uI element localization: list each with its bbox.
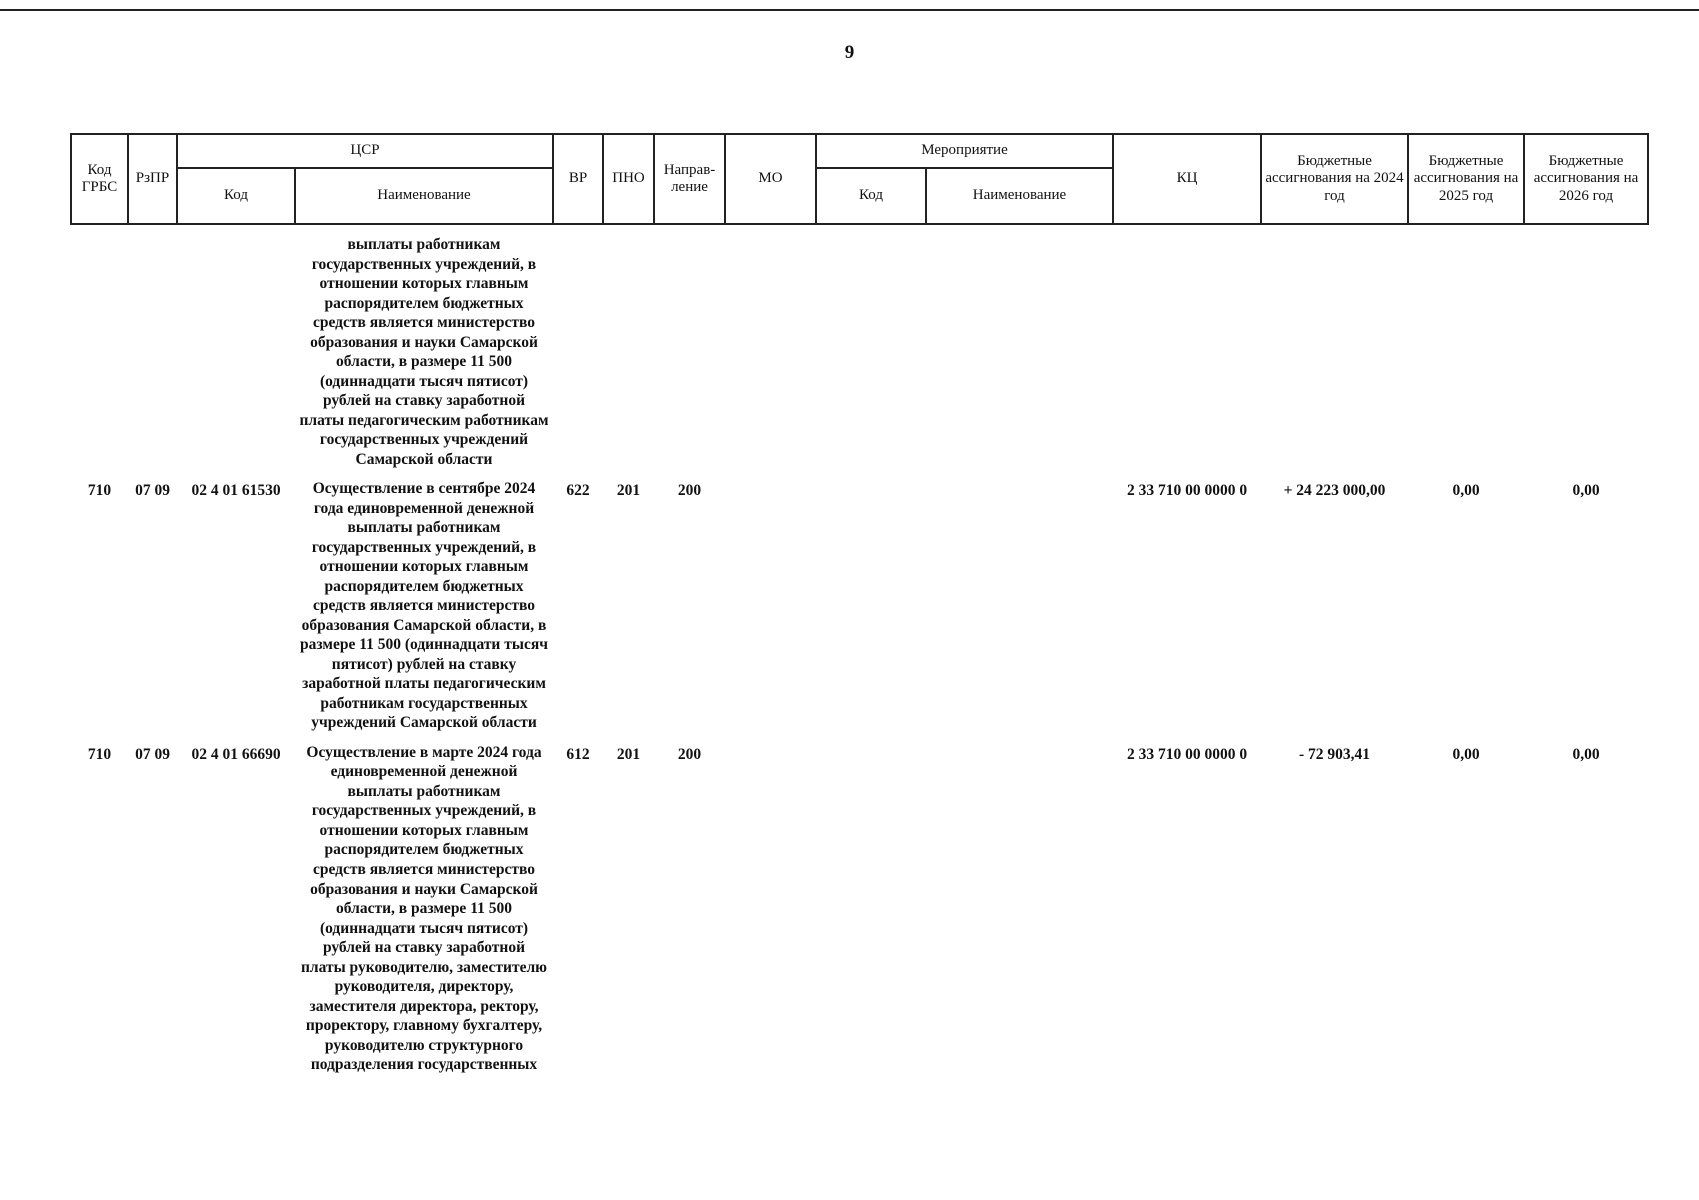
cell-b2026 [1524, 235, 1648, 469]
cell-b2024: - 72 903,41 [1298, 745, 1371, 763]
cell-csr-kod: 02 4 01 66690 [191, 745, 281, 763]
cell-mer-name [926, 479, 1113, 733]
header-mo: МО [725, 134, 816, 224]
page-number: 9 [844, 42, 855, 63]
header-mer-kod: Код [816, 168, 926, 224]
cell-pno [603, 235, 654, 469]
cell-b2026: 0,00 [1572, 745, 1600, 763]
table-row [71, 743, 1648, 1075]
budget-table [70, 133, 1649, 1075]
cell-csr-name: Осуществление в сентябре 2024 года единовременной денежной выплаты работникам государственных учреждений, в отношении которых главным распорядителем бюджетных средств является министерство образования Самарской области, в размере 11 500 (одиннадцати тысяч пятисот) рублей на ставку заработной платы педагогическим работникам государственных учреждений Самарской области [300, 480, 548, 732]
cell-mer-kod [816, 235, 926, 469]
top-rule [0, 9, 1699, 11]
cell-b2025 [1408, 235, 1524, 469]
cell-mer-name [926, 743, 1113, 1075]
cell-mo [725, 743, 816, 1075]
budget-table-wrap [70, 133, 1647, 1075]
header-vr: ВР [553, 134, 603, 224]
header-b2024: Бюджетные ассигнования на 2024 год [1261, 134, 1408, 224]
cell-kc [1113, 235, 1261, 469]
header-csr-name: Наименование [295, 168, 553, 224]
cell-kc: 2 33 710 00 0000 0 [1126, 482, 1248, 500]
cell-b2025: 0,00 [1452, 745, 1480, 763]
cell-vr: 622 [566, 482, 590, 500]
cell-pno: 201 [616, 745, 641, 763]
cell-napr [654, 235, 725, 469]
cell-grbs: 710 [87, 745, 112, 763]
table-row [71, 479, 1648, 733]
header-rzpr: РзПР [128, 134, 177, 224]
cell-rzpr: 07 09 [135, 745, 170, 763]
cell-b2025: 0,00 [1452, 482, 1480, 500]
cell-napr: 200 [677, 745, 702, 763]
cell-mo [725, 235, 816, 469]
header-pno: ПНО [603, 134, 654, 224]
cell-grbs [71, 235, 128, 469]
cell-csr-kod: 02 4 01 61530 [191, 482, 281, 500]
table-row [71, 235, 1648, 469]
header-csr: ЦСР [177, 134, 553, 168]
cell-rzpr: 07 09 [135, 482, 170, 500]
header-kc: КЦ [1113, 134, 1261, 224]
cell-csr-name: Осуществление в марте 2024 года единовременной денежной выплаты работникам государственных учреждений, в отношении которых главным распорядителем бюджетных средств является министерство образования и науки Самарской области, в размере 11 500 (одиннадцати тысяч пятисот) рублей на ставку заработной платы руководителю, заместителю руководителя, директору, заместителя директора, ректору, проректору, главному бухгалтеру, руководителю структурного подразделения государственных [300, 743, 547, 1074]
cell-mer-kod [816, 743, 926, 1075]
header-b2026: Бюджетные ассигнования на 2026 год [1524, 134, 1648, 224]
cell-csr-name: выплаты работникам государственных учреждений, в отношении которых главным распорядителем бюджетных средств является министерство образования и науки Самарской области, в размере 11 500 (одиннадцати тысяч пятисот) рублей на ставку заработной платы педагогическим работникам государственных учреждений Самарской области [299, 236, 549, 468]
cell-pno: 201 [616, 482, 641, 500]
cell-vr: 612 [566, 745, 590, 763]
header-napravlenie: Направ-ление [654, 134, 725, 224]
cell-b2024: + 24 223 000,00 [1283, 482, 1386, 500]
cell-b2024 [1261, 235, 1408, 469]
cell-mer-name [926, 235, 1113, 469]
cell-napr: 200 [677, 482, 702, 500]
cell-vr [553, 235, 603, 469]
cell-rzpr [128, 235, 177, 469]
header-csr-kod: Код [177, 168, 295, 224]
cell-csr-kod [177, 235, 295, 469]
cell-mer-kod [816, 479, 926, 733]
header-kod-grbs: Код ГРБС [71, 134, 128, 224]
header-meropriyatie: Мероприятие [816, 134, 1113, 168]
cell-kc: 2 33 710 00 0000 0 [1126, 745, 1248, 763]
cell-b2026: 0,00 [1572, 482, 1600, 500]
header-mer-name: Наименование [926, 168, 1113, 224]
cell-mo [725, 479, 816, 733]
cell-grbs: 710 [87, 482, 112, 500]
header-b2025: Бюджетные ассигнования на 2025 год [1408, 134, 1524, 224]
